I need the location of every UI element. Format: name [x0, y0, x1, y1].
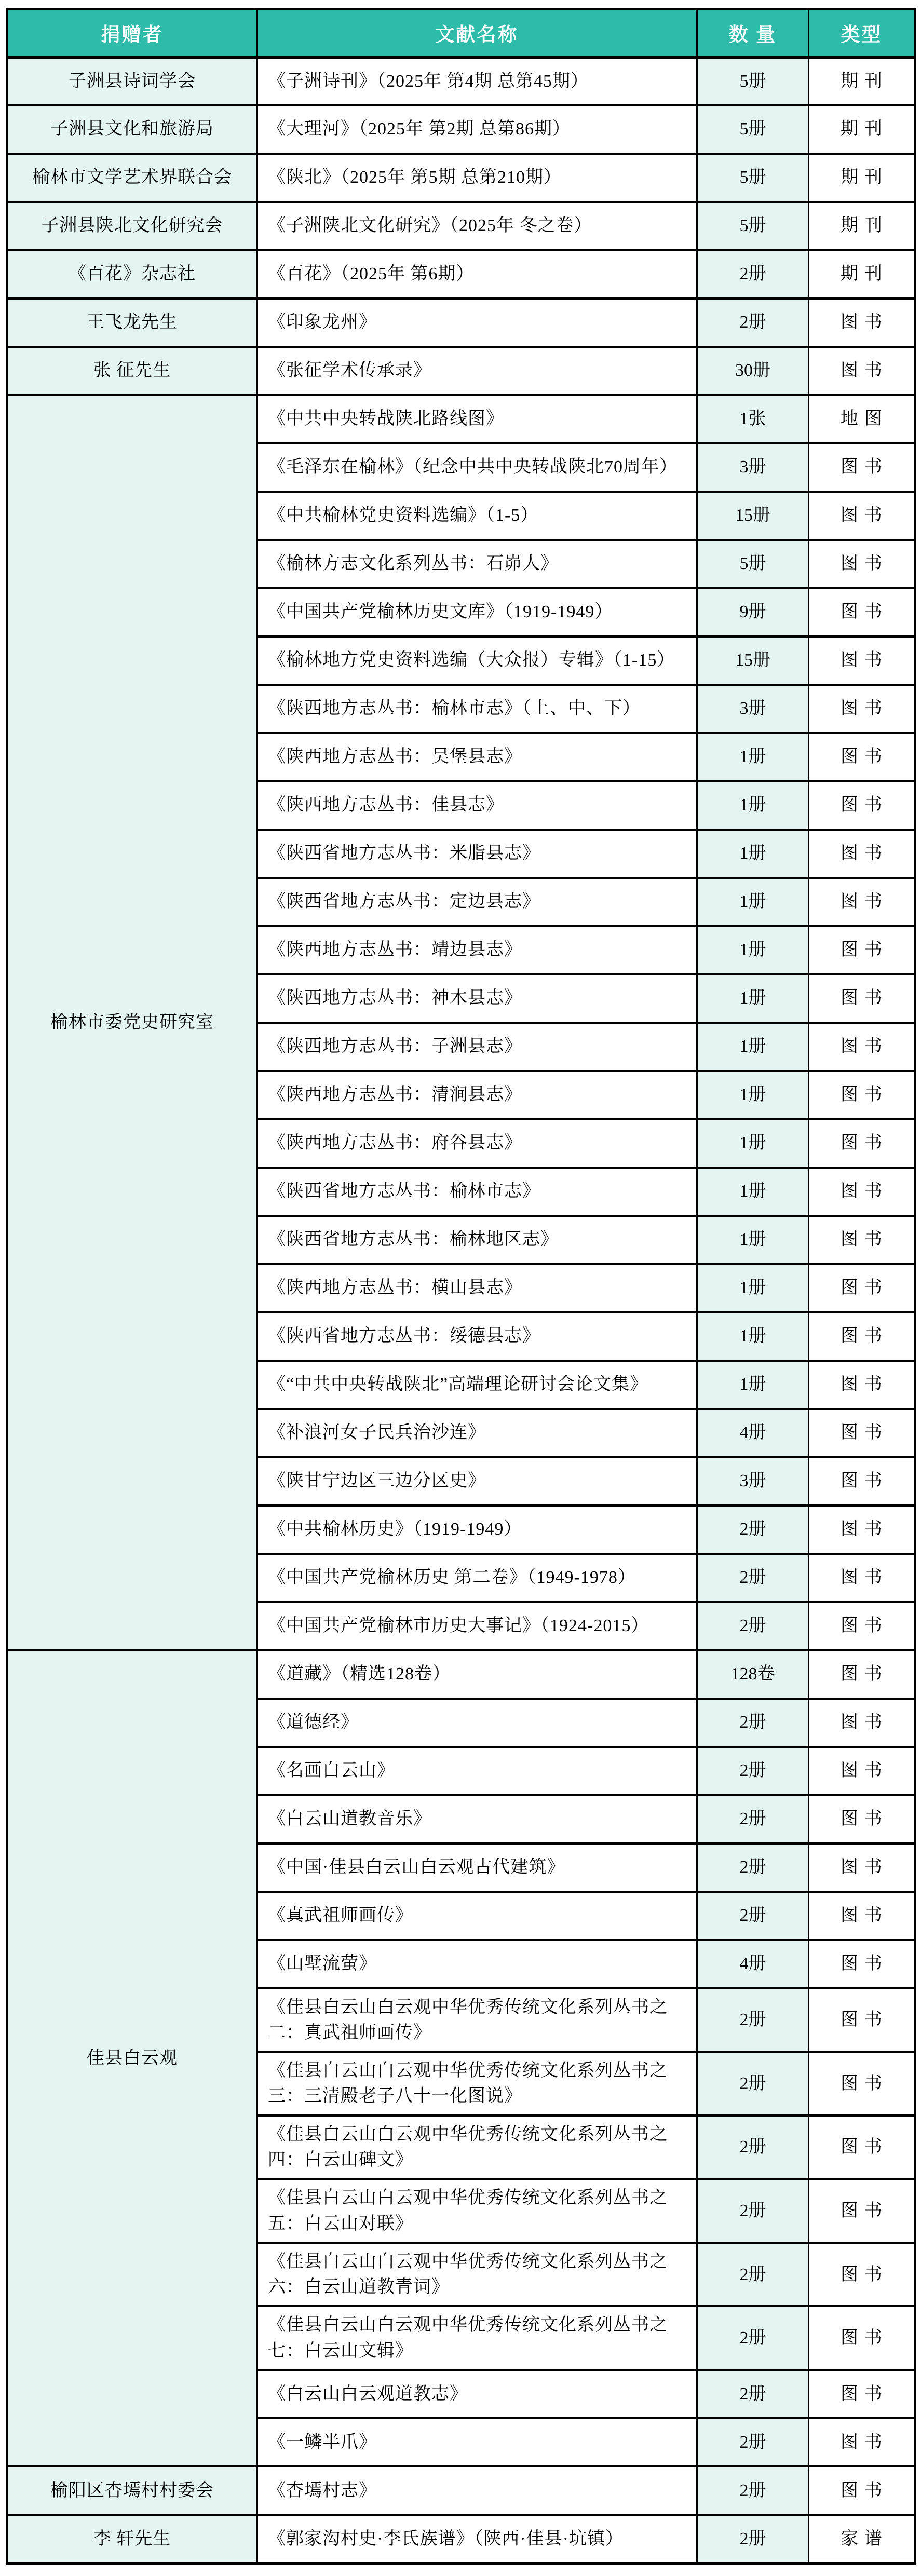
- header-type: 类型: [809, 9, 915, 57]
- quantity-cell: 2册: [697, 1892, 809, 1940]
- type-cell: 图书: [809, 2466, 915, 2515]
- donor-cell: 李 轩先生: [7, 2515, 257, 2563]
- quantity-cell: 5册: [697, 202, 809, 250]
- type-cell: 图书: [809, 1940, 915, 1988]
- type-cell: 图书: [809, 1747, 915, 1795]
- type-cell: 图书: [809, 1843, 915, 1892]
- header-row: [7, 9, 915, 57]
- quantity-cell: 1册: [697, 830, 809, 878]
- quantity-cell: 2册: [697, 1843, 809, 1892]
- doc-title-cell: 《陕西省地方志丛书：榆林市志》: [257, 1168, 697, 1216]
- doc-title-cell: 《中国共产党榆林历史文库》（1919-1949）: [257, 588, 697, 636]
- doc-title-cell: 《毛泽东在榆林》（纪念中共中央转战陕北70周年）: [257, 443, 697, 492]
- donor-cell: 佳县白云观: [7, 1650, 257, 2467]
- doc-title-cell: 《张征学术传承录》: [257, 347, 697, 395]
- doc-title-cell: 《道德经》: [257, 1699, 697, 1747]
- type-cell: 图书: [809, 1361, 915, 1409]
- doc-title-cell: 《陕西省地方志丛书：定边县志》: [257, 878, 697, 926]
- quantity-cell: 4册: [697, 1940, 809, 1988]
- table-header: [7, 9, 915, 57]
- doc-title-cell: 《榆林方志文化系列丛书：石峁人》: [257, 540, 697, 588]
- donation-table: [6, 8, 916, 2565]
- doc-title-cell: 《子洲陕北文化研究》（2025年 冬之卷）: [257, 202, 697, 250]
- type-cell: 图书: [809, 2306, 915, 2370]
- table-row: [7, 347, 915, 395]
- quantity-cell: 3册: [697, 443, 809, 492]
- type-cell: 图书: [809, 588, 915, 636]
- quantity-cell: 1册: [697, 926, 809, 974]
- type-cell: 图书: [809, 1457, 915, 1506]
- type-cell: 图书: [809, 540, 915, 588]
- quantity-cell: 128卷: [697, 1650, 809, 1699]
- header-title: 文献名称: [257, 9, 697, 57]
- quantity-cell: 9册: [697, 588, 809, 636]
- type-cell: 图书: [809, 733, 915, 781]
- doc-title-cell: 《佳县白云山白云观中华优秀传统文化系列丛书之六：白云山道教青词》: [257, 2243, 697, 2307]
- quantity-cell: 1册: [697, 1361, 809, 1409]
- type-cell: 期刊: [809, 202, 915, 250]
- quantity-cell: 2册: [697, 1554, 809, 1602]
- quantity-cell: 15册: [697, 492, 809, 540]
- quantity-cell: 1册: [697, 974, 809, 1023]
- doc-title-cell: 《陕西省地方志丛书：绥德县志》: [257, 1312, 697, 1361]
- table-row: [7, 2466, 915, 2515]
- type-cell: 图书: [809, 347, 915, 395]
- quantity-cell: 2册: [697, 1747, 809, 1795]
- quantity-cell: 2册: [697, 2052, 809, 2116]
- doc-title-cell: 《佳县白云山白云观中华优秀传统文化系列丛书之四：白云山碑文》: [257, 2116, 697, 2179]
- type-cell: 期刊: [809, 105, 915, 154]
- doc-title-cell: 《补浪河女子民兵治沙连》: [257, 1409, 697, 1457]
- quantity-cell: 2册: [697, 1699, 809, 1747]
- type-cell: 图书: [809, 1699, 915, 1747]
- table-row: [7, 154, 915, 202]
- type-cell: 图书: [809, 926, 915, 974]
- type-cell: 图书: [809, 1312, 915, 1361]
- quantity-cell: 1册: [697, 1071, 809, 1119]
- quantity-cell: 2册: [697, 2466, 809, 2515]
- header-quantity: 数 量: [697, 9, 809, 57]
- type-cell: 图书: [809, 1650, 915, 1699]
- doc-title-cell: 《陕西地方志丛书：神木县志》: [257, 974, 697, 1023]
- doc-title-cell: 《陕北》（2025年 第5期 总第210期）: [257, 154, 697, 202]
- doc-title-cell: 《白云山白云观道教志》: [257, 2370, 697, 2418]
- quantity-cell: 2册: [697, 2418, 809, 2466]
- type-cell: 地图: [809, 395, 915, 443]
- type-cell: 期刊: [809, 250, 915, 299]
- type-cell: 图书: [809, 299, 915, 347]
- donor-cell: 榆阳区杏墕村村委会: [7, 2466, 257, 2515]
- quantity-cell: 2册: [697, 299, 809, 347]
- quantity-cell: 1册: [697, 733, 809, 781]
- doc-title-cell: 《佳县白云山白云观中华优秀传统文化系列丛书之七：白云山文辑》: [257, 2306, 697, 2370]
- type-cell: 图书: [809, 1023, 915, 1071]
- doc-title-cell: 《真武祖师画传》: [257, 1892, 697, 1940]
- doc-title-cell: 《百花》（2025年 第6期）: [257, 250, 697, 299]
- type-cell: 图书: [809, 443, 915, 492]
- type-cell: 图书: [809, 974, 915, 1023]
- quantity-cell: 3册: [697, 685, 809, 733]
- doc-title-cell: 《陕西地方志丛书：榆林市志》（上、中、下）: [257, 685, 697, 733]
- quantity-cell: 15册: [697, 636, 809, 685]
- type-cell: 期刊: [809, 57, 915, 105]
- doc-title-cell: 《陕西地方志丛书：吴堡县志》: [257, 733, 697, 781]
- quantity-cell: 2册: [697, 2306, 809, 2370]
- quantity-cell: 1册: [697, 1264, 809, 1312]
- donor-cell: 子洲县文化和旅游局: [7, 105, 257, 154]
- doc-title-cell: 《中共中央转战陕北路线图》: [257, 395, 697, 443]
- doc-title-cell: 《佳县白云山白云观中华优秀传统文化系列丛书之三：三清殿老子八十一化图说》: [257, 2052, 697, 2116]
- table-body: [7, 57, 915, 2564]
- type-cell: 家谱: [809, 2515, 915, 2563]
- quantity-cell: 3册: [697, 1457, 809, 1506]
- doc-title-cell: 《中国共产党榆林市历史大事记》（1924-2015）: [257, 1602, 697, 1650]
- type-cell: 图书: [809, 1168, 915, 1216]
- doc-title-cell: 《陕甘宁边区三边分区史》: [257, 1457, 697, 1506]
- quantity-cell: 2册: [697, 2370, 809, 2418]
- doc-title-cell: 《陕西地方志丛书：清涧县志》: [257, 1071, 697, 1119]
- doc-title-cell: 《郭家沟村史·李氏族谱》（陕西·佳县·坑镇）: [257, 2515, 697, 2563]
- type-cell: 图书: [809, 2179, 915, 2243]
- type-cell: 图书: [809, 1264, 915, 1312]
- type-cell: 图书: [809, 830, 915, 878]
- quantity-cell: 2册: [697, 2116, 809, 2179]
- donor-cell: 子洲县陕北文化研究会: [7, 202, 257, 250]
- type-cell: 图书: [809, 685, 915, 733]
- doc-title-cell: 《子洲诗刊》（2025年 第4期 总第45期）: [257, 57, 697, 105]
- quantity-cell: 1册: [697, 1312, 809, 1361]
- quantity-cell: 2册: [697, 2179, 809, 2243]
- quantity-cell: 2册: [697, 250, 809, 299]
- type-cell: 图书: [809, 1892, 915, 1940]
- type-cell: 图书: [809, 492, 915, 540]
- type-cell: 图书: [809, 878, 915, 926]
- quantity-cell: 1册: [697, 1119, 809, 1168]
- table-row: [7, 1650, 915, 1699]
- type-cell: 图书: [809, 1119, 915, 1168]
- quantity-cell: 2册: [697, 2515, 809, 2563]
- doc-title-cell: 《道藏》（精选128卷）: [257, 1650, 697, 1699]
- doc-title-cell: 《中国·佳县白云山白云观古代建筑》: [257, 1843, 697, 1892]
- quantity-cell: 5册: [697, 540, 809, 588]
- doc-title-cell: 《陕西地方志丛书：佳县志》: [257, 781, 697, 830]
- type-cell: 图书: [809, 1554, 915, 1602]
- quantity-cell: 2册: [697, 1602, 809, 1650]
- quantity-cell: 1册: [697, 781, 809, 830]
- donor-cell: 榆林市文学艺术界联合会: [7, 154, 257, 202]
- table-row: [7, 299, 915, 347]
- table-row: [7, 395, 915, 443]
- type-cell: 图书: [809, 2418, 915, 2466]
- quantity-cell: 4册: [697, 1409, 809, 1457]
- type-cell: 图书: [809, 1795, 915, 1843]
- type-cell: 图书: [809, 2370, 915, 2418]
- quantity-cell: 1册: [697, 1168, 809, 1216]
- doc-title-cell: 《佳县白云山白云观中华优秀传统文化系列丛书之五：白云山对联》: [257, 2179, 697, 2243]
- type-cell: 图书: [809, 636, 915, 685]
- doc-title-cell: 《中共榆林历史》（1919-1949）: [257, 1506, 697, 1554]
- donor-cell: 《百花》杂志社: [7, 250, 257, 299]
- doc-title-cell: 《佳县白云山白云观中华优秀传统文化系列丛书之二：真武祖师画传》: [257, 1988, 697, 2052]
- doc-title-cell: 《陕西省地方志丛书：米脂县志》: [257, 830, 697, 878]
- doc-title-cell: 《陕西省地方志丛书：榆林地区志》: [257, 1216, 697, 1264]
- donor-cell: 张 征先生: [7, 347, 257, 395]
- quantity-cell: 2册: [697, 2243, 809, 2307]
- type-cell: 图书: [809, 2243, 915, 2307]
- donor-cell: 榆林市委党史研究室: [7, 395, 257, 1650]
- table-row: [7, 57, 915, 105]
- doc-title-cell: 《陕西地方志丛书：子洲县志》: [257, 1023, 697, 1071]
- type-cell: 图书: [809, 1602, 915, 1650]
- doc-title-cell: 《白云山道教音乐》: [257, 1795, 697, 1843]
- doc-title-cell: 《陕西地方志丛书：横山县志》: [257, 1264, 697, 1312]
- table-row: [7, 250, 915, 299]
- donor-cell: 王飞龙先生: [7, 299, 257, 347]
- header-donor: 捐赠者: [7, 9, 257, 57]
- quantity-cell: 1册: [697, 878, 809, 926]
- type-cell: 图书: [809, 1409, 915, 1457]
- table-row: [7, 2515, 915, 2563]
- doc-title-cell: 《山墅流萤》: [257, 1940, 697, 1988]
- doc-title-cell: 《名画白云山》: [257, 1747, 697, 1795]
- type-cell: 图书: [809, 1988, 915, 2052]
- type-cell: 期刊: [809, 154, 915, 202]
- table-row: [7, 105, 915, 154]
- type-cell: 图书: [809, 2052, 915, 2116]
- quantity-cell: 2册: [697, 1795, 809, 1843]
- doc-title-cell: 《中国共产党榆林历史 第二卷》（1949-1978）: [257, 1554, 697, 1602]
- doc-title-cell: 《榆林地方党史资料选编（大众报）专辑》（1-15）: [257, 636, 697, 685]
- doc-title-cell: 《一鳞半爪》: [257, 2418, 697, 2466]
- quantity-cell: 1册: [697, 1023, 809, 1071]
- quantity-cell: 2册: [697, 1506, 809, 1554]
- type-cell: 图书: [809, 1216, 915, 1264]
- quantity-cell: 5册: [697, 57, 809, 105]
- quantity-cell: 30册: [697, 347, 809, 395]
- quantity-cell: 1册: [697, 1216, 809, 1264]
- doc-title-cell: 《陕西地方志丛书：府谷县志》: [257, 1119, 697, 1168]
- doc-title-cell: 《中共榆林党史资料选编》（1-5）: [257, 492, 697, 540]
- quantity-cell: 1张: [697, 395, 809, 443]
- type-cell: 图书: [809, 1071, 915, 1119]
- table-row: [7, 202, 915, 250]
- doc-title-cell: 《“中共中央转战陕北”高端理论研讨会论文集》: [257, 1361, 697, 1409]
- doc-title-cell: 《大理河》（2025年 第2期 总第86期）: [257, 105, 697, 154]
- type-cell: 图书: [809, 781, 915, 830]
- quantity-cell: 2册: [697, 1988, 809, 2052]
- donor-cell: 子洲县诗词学会: [7, 57, 257, 105]
- type-cell: 图书: [809, 2116, 915, 2179]
- doc-title-cell: 《陕西地方志丛书：靖边县志》: [257, 926, 697, 974]
- doc-title-cell: 《杏墕村志》: [257, 2466, 697, 2515]
- quantity-cell: 5册: [697, 154, 809, 202]
- quantity-cell: 5册: [697, 105, 809, 154]
- doc-title-cell: 《印象龙州》: [257, 299, 697, 347]
- type-cell: 图书: [809, 1506, 915, 1554]
